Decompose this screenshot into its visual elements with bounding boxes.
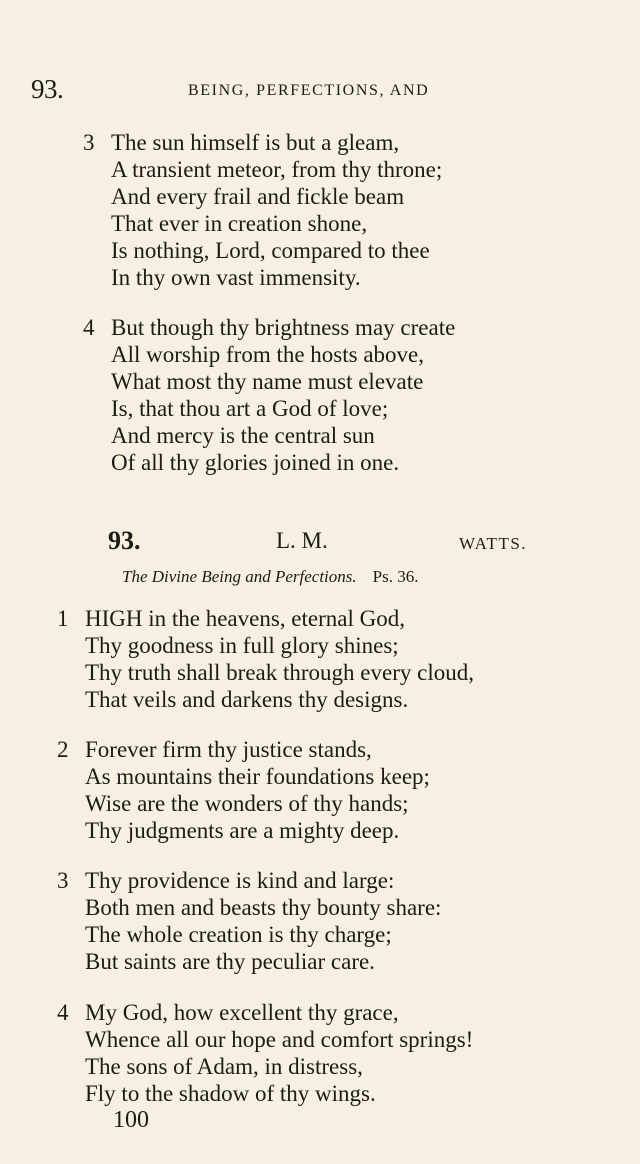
verse-line: But though thy brightness may create — [111, 315, 456, 340]
verse-line: Thy judgments are a mighty deep. — [85, 818, 400, 843]
hymn-subtitle — [122, 567, 418, 587]
verse-line: Whence all our hope and comfort springs! — [85, 1027, 474, 1052]
verse-line: Fly to the shadow of thy wings. — [85, 1081, 376, 1106]
verse-line: Thy providence is kind and large: — [85, 868, 395, 893]
verse-line: The whole creation is thy charge; — [85, 922, 392, 947]
verse-line: My God, how excellent thy grace, — [85, 1000, 399, 1025]
verse-line: Is, that thou art a God of love; — [111, 396, 389, 421]
running-head — [0, 74, 640, 108]
verse-line: All worship from the hosts above, — [111, 342, 425, 367]
verse-line: Wise are the wonders of thy hands; — [85, 791, 409, 816]
verse-line: The sons of Adam, in distress, — [85, 1054, 363, 1079]
verse-line: As mountains their foundations keep; — [85, 764, 430, 789]
running-title: BEING, PERFECTIONS, AND — [188, 82, 430, 99]
verse-line: HIGH in the heavens, eternal God, — [85, 606, 405, 631]
verse-line: That ever in creation shone, — [111, 211, 368, 236]
hymn-header — [0, 526, 640, 556]
verse-line: Both men and beasts thy bounty share: — [85, 895, 442, 920]
verse-line: A transient meteor, from thy throne; — [111, 157, 443, 182]
stanza-number: 4 — [57, 1000, 69, 1025]
footer-number: 100 — [113, 1107, 149, 1133]
page-number: 93. — [31, 74, 64, 104]
verse-line: Is nothing, Lord, compared to thee — [111, 238, 430, 263]
verse-line: What most thy name must elevate — [111, 369, 424, 394]
verse-line: But saints are thy peculiar care. — [85, 949, 375, 974]
verse-line: And mercy is the central sun — [111, 423, 375, 448]
hymn-author: WATTS. — [459, 534, 528, 553]
hymn-number: 93. — [108, 526, 141, 555]
stanza-number: 4 — [83, 315, 95, 340]
verse-line: And every frail and fickle beam — [111, 184, 405, 209]
stanza-number: 3 — [83, 130, 95, 155]
verse-line: The sun himself is but a gleam, — [111, 130, 400, 155]
stanza-number: 3 — [57, 868, 69, 893]
hymn-subtitle-text: The Divine Being and Perfections. — [122, 567, 357, 586]
verse-line: In thy own vast immensity. — [111, 265, 361, 290]
hymn-meter: L. M. — [276, 528, 328, 553]
verse-line: Forever firm thy justice stands, — [85, 737, 372, 762]
stanza-number: 2 — [57, 737, 69, 762]
stanza-number: 1 — [57, 606, 69, 631]
verse-line: Thy truth shall break through every cloud, — [85, 660, 474, 685]
scripture-reference: Ps. 36. — [372, 567, 419, 586]
verse-line: Thy goodness in full glory shines; — [85, 633, 399, 658]
verse-line: That veils and darkens thy designs. — [85, 687, 409, 712]
verse-line: Of all thy glories joined in one. — [111, 450, 400, 475]
